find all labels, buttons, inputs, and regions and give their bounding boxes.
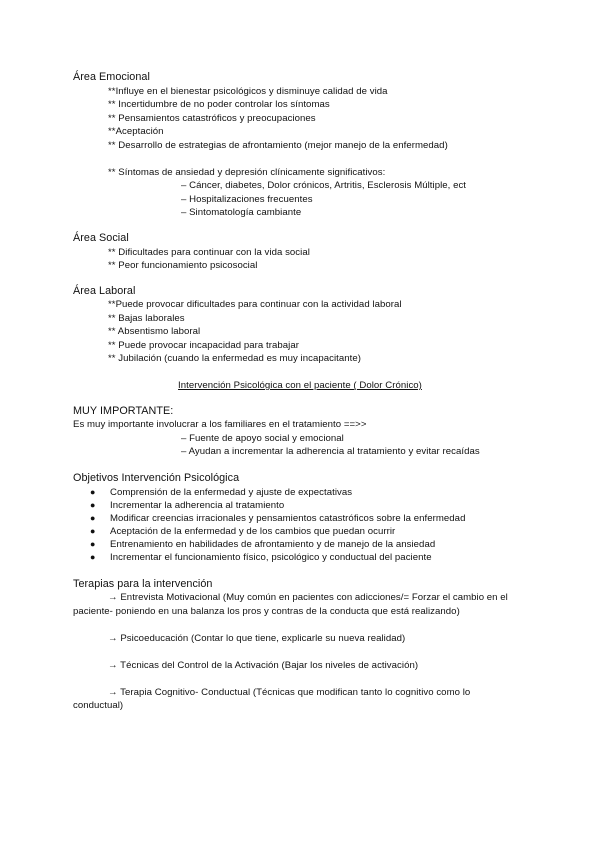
list-item: **Influye en el bienestar psicológicos y disminuye calidad de vida — [108, 86, 388, 97]
list-item: ** Desarrollo de estrategias de afrontamiento (mejor manejo de la enfermedad) — [108, 140, 448, 151]
section-title-social: Área Social — [73, 232, 129, 244]
sub-item: – Cáncer, diabetes, Dolor crónicos, Artritis, Esclerosis Múltiple, ect — [181, 180, 467, 191]
important-heading: MUY IMPORTANTE: — [73, 405, 174, 417]
list-item: ** Absentismo laboral — [108, 326, 201, 337]
therapy-item-psicoeducacion: → Psicoeducación (Contar lo que tiene, explicarle su nueva realidad) — [108, 633, 406, 644]
intervention-title: Intervención Psicológica con el paciente ( Dolor Crónico) — [178, 380, 422, 391]
section-title-emocional: Área Emocional — [73, 71, 150, 83]
list-item: Entrenamiento en habilidades de afrontamiento y de manejo de la ansiedad — [110, 539, 436, 550]
list-item: ** Bajas laborales — [108, 313, 185, 324]
sub-item: – Sintomatología cambiante — [181, 207, 302, 218]
therapy-item-tcc-cont: conductual) — [73, 700, 124, 711]
therapy-item-motivacional: → Entrevista Motivacional (Muy común en pacientes con adicciones/= Forzar el cambio en el — [108, 592, 508, 603]
list-item: Incrementar la adherencia al tratamiento — [110, 500, 285, 511]
section-title-terapias: Terapias para la intervención — [73, 578, 213, 590]
sub-item: – Fuente de apoyo social y emocional — [181, 433, 344, 444]
bullet-icon: ● — [90, 526, 96, 536]
therapy-item-tcc: → Terapia Cognitivo- Conductual (Técnicas que modifican tanto lo cognitivo como lo — [108, 687, 471, 698]
list-item-sintomas: ** Síntomas de ansiedad y depresión clínicamente significativos: — [108, 167, 386, 178]
sub-item: – Hospitalizaciones frecuentes — [181, 194, 313, 205]
list-item: ** Peor funcionamiento psicosocial — [108, 260, 258, 271]
bullet-icon: ● — [90, 513, 96, 523]
list-item: Aceptación de la enfermedad y de los cambios que puedan ocurrir — [110, 526, 396, 537]
list-item: ** Puede provocar incapacidad para trabajar — [108, 340, 299, 351]
important-text: Es muy importante involucrar a los familiares en el tratamiento ==>> — [73, 419, 367, 430]
bullet-icon: ● — [90, 552, 96, 562]
list-item: ** Jubilación (cuando la enfermedad es muy incapacitante) — [108, 353, 361, 364]
bullet-icon: ● — [90, 500, 96, 510]
list-item: Modificar creencias irracionales y pensamientos catastróficos sobre la enfermedad — [110, 513, 466, 524]
list-item: ** Pensamientos catastróficos y preocupaciones — [108, 113, 316, 124]
section-title-objetivos: Objetivos Intervención Psicológica — [73, 472, 240, 484]
list-item: Incrementar el funcionamiento físico, psicológico y conductual del paciente — [110, 552, 432, 563]
list-item: **Aceptación — [108, 126, 164, 137]
bullet-icon: ● — [90, 487, 96, 497]
therapy-item-motivacional-cont: paciente- poniendo en una balanza los pros y contras de la conducta que está realizando) — [73, 606, 460, 617]
list-item: **Puede provocar dificultades para continuar con la actividad laboral — [108, 299, 402, 310]
section-title-laboral: Área Laboral — [73, 285, 136, 297]
list-item: ** Incertidumbre de no poder controlar los síntomas — [108, 99, 330, 110]
bullet-icon: ● — [90, 539, 96, 549]
sub-item: – Ayudan a incrementar la adherencia al tratamiento y evitar recaídas — [181, 446, 480, 457]
therapy-item-activacion: → Técnicas del Control de la Activación (Bajar los niveles de activación) — [108, 660, 419, 671]
list-item: Comprensión de la enfermedad y ajuste de expectativas — [110, 487, 353, 498]
list-item: ** Dificultades para continuar con la vida social — [108, 247, 310, 258]
